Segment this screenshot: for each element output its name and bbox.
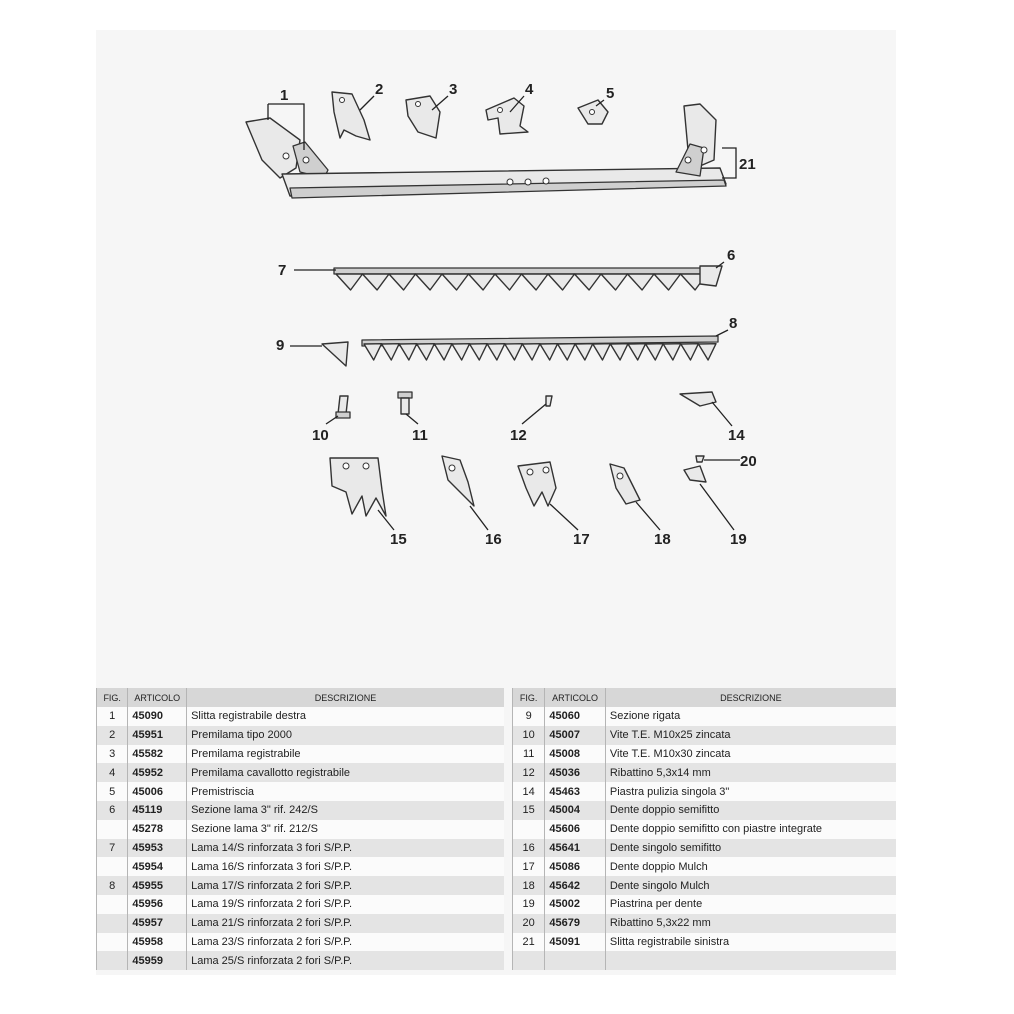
cell-desc: Lama 25/S rinforzata 2 fori S/P.P.	[187, 951, 504, 970]
part-6-knife-section	[700, 266, 722, 286]
cell-art: 45956	[128, 895, 187, 914]
cell-art: 45086	[545, 857, 606, 876]
table-row	[97, 895, 505, 914]
table-row	[513, 914, 897, 933]
cell-desc: Sezione lama 3" rif. 212/S	[187, 820, 504, 839]
cell-fig	[97, 914, 128, 933]
cell-fig: 2	[97, 726, 128, 745]
cell-desc: Piastrina per dente	[605, 895, 896, 914]
part-12-rivet	[546, 396, 552, 406]
table-row	[97, 763, 505, 782]
cell-desc: Lama 14/S rinforzata 3 fori S/P.P.	[187, 839, 504, 858]
knife-section	[575, 344, 593, 360]
cell-fig: 17	[513, 857, 545, 876]
cell-art: 45007	[545, 726, 606, 745]
knife-section	[364, 344, 382, 360]
cell-desc: Lama 23/S rinforzata 2 fori S/P.P.	[187, 933, 504, 952]
cell-art: 45091	[545, 933, 606, 952]
table-row	[97, 876, 505, 895]
cell-desc: Lama 19/S rinforzata 2 fori S/P.P.	[187, 895, 504, 914]
cell-art: 45119	[128, 801, 187, 820]
knife-section	[681, 344, 699, 360]
knife-section	[610, 344, 628, 360]
parts-table-right	[512, 688, 896, 970]
cell-fig: 18	[513, 876, 545, 895]
cell-art: 45954	[128, 857, 187, 876]
table-row	[97, 839, 505, 858]
fig-number-14: 14	[728, 427, 745, 444]
table-row	[513, 933, 897, 952]
cell-fig: 5	[97, 782, 128, 801]
cell-fig	[97, 857, 128, 876]
table-row	[97, 914, 505, 933]
knife-section	[487, 344, 505, 360]
cell-art: 45957	[128, 914, 187, 933]
part-21-left-skid	[676, 104, 716, 176]
table-row	[513, 801, 897, 820]
fig-number-11: 11	[412, 427, 428, 444]
knife-section	[522, 274, 549, 290]
fig-number-3: 3	[449, 81, 458, 98]
table-row	[97, 951, 505, 970]
table-header-row	[513, 688, 897, 707]
knife-section	[470, 344, 488, 360]
cell-fig: 21	[513, 933, 545, 952]
table-row	[97, 726, 505, 745]
cell-desc: Vite T.E. M10x30 zincata	[605, 745, 896, 764]
cell-desc: Premilama registrabile	[187, 745, 504, 764]
knife-section	[654, 274, 681, 290]
knife-section	[593, 344, 611, 360]
knife-section	[522, 344, 540, 360]
cell-desc: Dente singolo semifitto	[605, 839, 896, 858]
cell-desc: Slitta registrabile sinistra	[605, 933, 896, 952]
fig-number-6: 6	[727, 247, 736, 264]
table-row	[513, 745, 897, 764]
part-17-mulch-double-guard	[518, 462, 556, 506]
cell-fig	[97, 895, 128, 914]
cell-art: 45679	[545, 914, 606, 933]
table-row	[97, 707, 505, 726]
knife-section	[336, 274, 363, 290]
parts-table-left	[96, 688, 504, 970]
table-row	[97, 820, 505, 839]
knife-section	[540, 344, 558, 360]
cell-art: 45582	[128, 745, 187, 764]
cell-desc: Dente doppio semifitto con piastre integrate	[605, 820, 896, 839]
knife-section	[505, 344, 523, 360]
cell-desc: Dente singolo Mulch	[605, 876, 896, 895]
fig-number-5: 5	[606, 85, 615, 102]
cell-fig: 16	[513, 839, 545, 858]
cell-fig: 12	[513, 763, 545, 782]
table-row	[97, 782, 505, 801]
fig-number-15: 15	[390, 531, 407, 548]
cell-desc: Piastra pulizia singola 3"	[605, 782, 896, 801]
table-row	[97, 801, 505, 820]
table-row	[513, 726, 897, 745]
cell-art: 45606	[545, 820, 606, 839]
fig-number-17: 17	[573, 531, 590, 548]
table-row	[97, 933, 505, 952]
cell-fig: 19	[513, 895, 545, 914]
cell-art: 45959	[128, 951, 187, 970]
cell-art: 45002	[545, 895, 606, 914]
cell-desc	[605, 951, 896, 970]
cell-fig	[97, 820, 128, 839]
cutter-bar	[282, 168, 726, 198]
knife-section	[399, 344, 417, 360]
part-11-bolt	[398, 392, 412, 414]
part-15-double-guard	[330, 458, 386, 516]
table-row	[513, 857, 897, 876]
knife-section	[698, 344, 716, 360]
cell-fig: 10	[513, 726, 545, 745]
part-18-mulch-single-guard	[610, 464, 640, 504]
table-row	[97, 857, 505, 876]
knife-section	[628, 274, 655, 290]
cell-desc: Premilama cavallotto registrabile	[187, 763, 504, 782]
table-row	[513, 839, 897, 858]
knife-section	[434, 344, 452, 360]
cell-desc: Ribattino 5,3x14 mm	[605, 763, 896, 782]
table-row	[513, 895, 897, 914]
part-10-bolt	[336, 396, 350, 418]
cell-art: 45952	[128, 763, 187, 782]
knife-section	[575, 274, 602, 290]
cell-fig	[513, 820, 545, 839]
cell-desc: Lama 16/S rinforzata 3 fori S/P.P.	[187, 857, 504, 876]
knife-section	[363, 274, 390, 290]
table-row	[513, 763, 897, 782]
cell-fig: 7	[97, 839, 128, 858]
fig-number-16: 16	[485, 531, 502, 548]
fig-number-20: 20	[740, 453, 757, 470]
cell-art: 45955	[128, 876, 187, 895]
knife-section	[442, 274, 469, 290]
cell-desc: Sezione lama 3" rif. 242/S	[187, 801, 504, 820]
fig-number-12: 12	[510, 427, 527, 444]
cell-art: 45006	[128, 782, 187, 801]
table-row	[513, 782, 897, 801]
knife-section	[601, 274, 628, 290]
cell-desc: Lama 17/S rinforzata 2 fori S/P.P.	[187, 876, 504, 895]
part-5-wear-strip-clamp	[578, 100, 608, 124]
part-16-single-guard	[442, 456, 474, 506]
knife-section	[495, 274, 522, 290]
cell-desc: Sezione rigata	[605, 707, 896, 726]
cell-desc: Ribattino 5,3x22 mm	[605, 914, 896, 933]
knife-section	[628, 344, 646, 360]
knife-section	[663, 344, 681, 360]
cell-fig: 1	[97, 707, 128, 726]
knife-section	[548, 274, 575, 290]
part-1-right-skid	[246, 118, 328, 178]
cell-art: 45951	[128, 726, 187, 745]
fig-number-8: 8	[729, 315, 738, 332]
cell-art: 45641	[545, 839, 606, 858]
knife-section	[469, 274, 496, 290]
knife-section	[646, 344, 664, 360]
table-row	[513, 876, 897, 895]
header-articolo: ARTICOLO	[545, 688, 606, 707]
cell-desc: Slitta registrabile destra	[187, 707, 504, 726]
cell-fig: 11	[513, 745, 545, 764]
cell-art: 45463	[545, 782, 606, 801]
table-row	[513, 707, 897, 726]
cell-art: 45278	[128, 820, 187, 839]
header-fig: FIG.	[97, 688, 128, 707]
cell-fig	[97, 933, 128, 952]
cell-art: 45953	[128, 839, 187, 858]
cell-fig: 20	[513, 914, 545, 933]
fig-number-7: 7	[278, 262, 287, 279]
cell-fig: 3	[97, 745, 128, 764]
cell-desc: Dente doppio semifitto	[605, 801, 896, 820]
part-7-knife	[334, 268, 712, 290]
cell-desc: Premilama tipo 2000	[187, 726, 504, 745]
cell-art: 45036	[545, 763, 606, 782]
fig-number-9: 9	[276, 337, 285, 354]
part-9-serrated-section	[322, 342, 348, 366]
cell-fig: 6	[97, 801, 128, 820]
cell-fig	[97, 951, 128, 970]
cell-art: 45060	[545, 707, 606, 726]
knife-section	[452, 344, 470, 360]
fig-number-2: 2	[375, 81, 384, 98]
table-header-row	[97, 688, 505, 707]
part-4-hold-down-clamp	[486, 98, 528, 134]
part-3-hold-down	[406, 96, 440, 138]
cell-fig: 4	[97, 763, 128, 782]
cell-art: 45004	[545, 801, 606, 820]
cell-art: 45090	[128, 707, 187, 726]
cell-desc: Dente doppio Mulch	[605, 857, 896, 876]
cell-art	[545, 951, 606, 970]
cell-fig: 8	[97, 876, 128, 895]
part-20-rivet	[696, 456, 704, 462]
cell-desc: Vite T.E. M10x25 zincata	[605, 726, 896, 745]
header-articolo: ARTICOLO	[128, 688, 187, 707]
part-14-cleaning-plate	[680, 392, 716, 406]
knife-section	[416, 274, 443, 290]
table-row	[97, 745, 505, 764]
part-2-hold-down	[332, 92, 370, 140]
cell-fig	[513, 951, 545, 970]
knife-section	[417, 344, 435, 360]
cell-art: 45642	[545, 876, 606, 895]
fig-number-19: 19	[730, 531, 747, 548]
fig-number-18: 18	[654, 531, 671, 548]
part-8-knife	[362, 336, 718, 360]
fig-number-4: 4	[525, 81, 534, 98]
knife-section	[389, 274, 416, 290]
cell-art: 45008	[545, 745, 606, 764]
header-fig: FIG.	[513, 688, 545, 707]
fig-number-10: 10	[312, 427, 329, 444]
header-descrizione: DESCRIZIONE	[605, 688, 896, 707]
part-19-guard-plate	[684, 466, 706, 482]
cell-fig: 14	[513, 782, 545, 801]
knife-section	[558, 344, 576, 360]
knife-section	[382, 344, 400, 360]
cell-art: 45958	[128, 933, 187, 952]
cell-desc: Premistriscia	[187, 782, 504, 801]
cell-fig: 9	[513, 707, 545, 726]
table-row	[513, 820, 897, 839]
table-row	[513, 951, 897, 970]
cell-desc: Lama 21/S rinforzata 2 fori S/P.P.	[187, 914, 504, 933]
cell-fig: 15	[513, 801, 545, 820]
fig-number-1: 1	[280, 87, 289, 104]
fig-number-21: 21	[739, 156, 756, 173]
header-descrizione: DESCRIZIONE	[187, 688, 504, 707]
